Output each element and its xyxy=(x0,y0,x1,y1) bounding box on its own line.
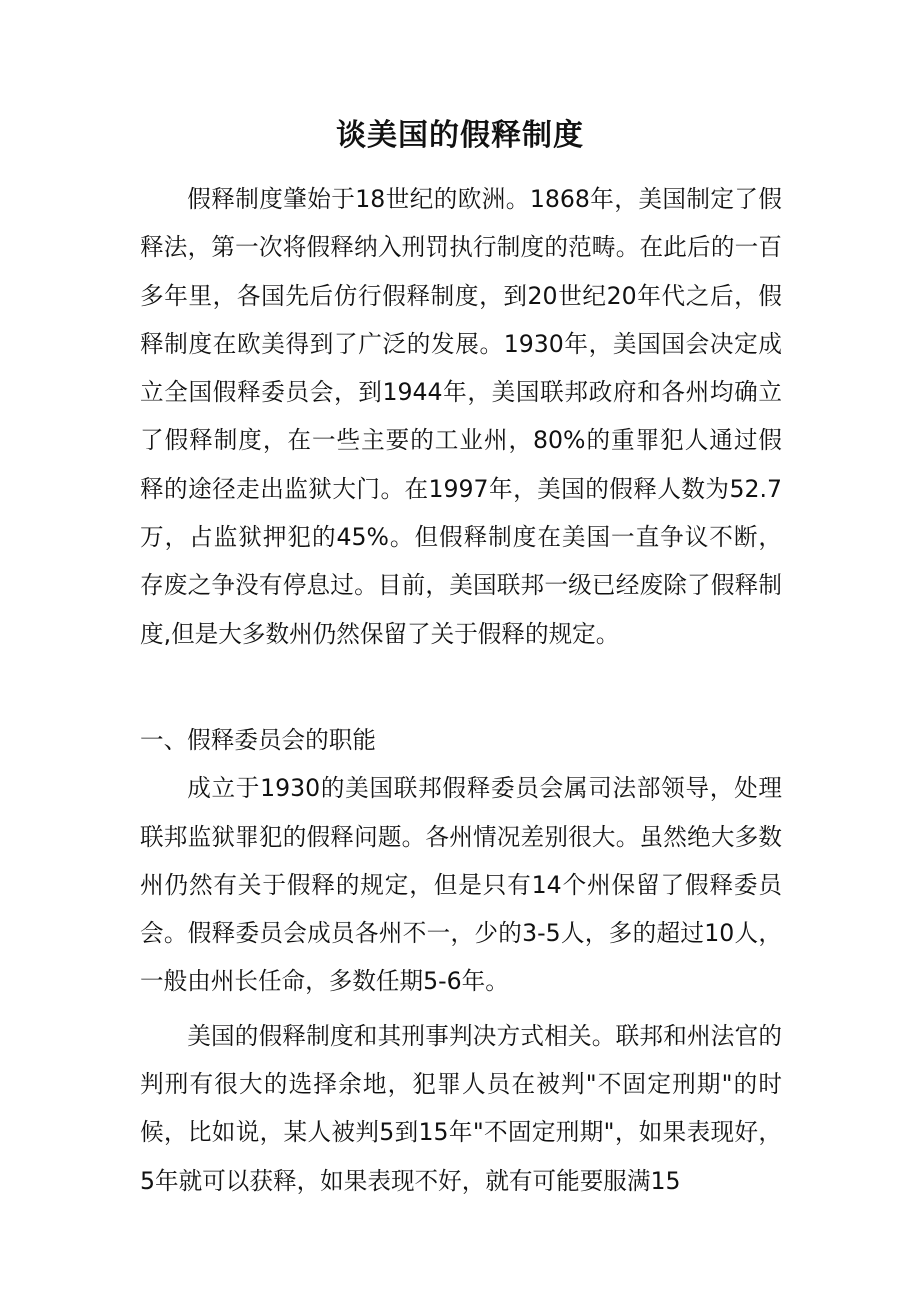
document-title: 谈美国的假释制度 xyxy=(336,118,584,153)
document-body xyxy=(140,175,782,1205)
section-paragraph-2: 美国的假释制度和其刑事判决方式相关。联邦和州法官的判刑有很大的选择余地，犯罪人员在被判"不固定刑期"的时候，比如说，某人被判5到15年"不固定刑期"，如果表现好，5年就可以获释，如果表现不好，就有可能要服满15 xyxy=(140,1021,782,1195)
section-spacer xyxy=(140,658,782,716)
section-heading: 一、假释委员会的职能 xyxy=(140,725,376,754)
section-paragraph-1: 成立于1930的美国联邦假释委员会属司法部领导，处理联邦监狱罪犯的假释问题。各州情况差别很大。虽然绝大多数州仍然有关于假释的规定，但是只有14个州保留了假释委员会。假释委员会成员各州不一，少的3-5人，多的超过10人，一般由州长任命，多数任期5-6年。 xyxy=(140,774,782,996)
intro-paragraph: 假释制度肇始于18世纪的欧洲。1868年，美国制定了假释法，第一次将假释纳入刑罚执行制度的范畴。在此后的一百多年里，各国先后仿行假释制度，到20世纪20年代之后，假释制度在欧美得到了广泛的发展。1930年，美国国会决定成立全国假释委员会，到1944年，美国联邦政府和各州均确立了假释制度，在一些主要的工业州，80%的重罪犯人通过假释的途径走出监狱大门。在1997年，美国的假释人数为52.7万，占监狱押犯的45%。但假释制度在美国一直争议不断，存废之争没有停息过。目前，美国联邦一级已经废除了假释制度,但是大多数州仍然保留了关于假释的规定。 xyxy=(140,185,782,648)
